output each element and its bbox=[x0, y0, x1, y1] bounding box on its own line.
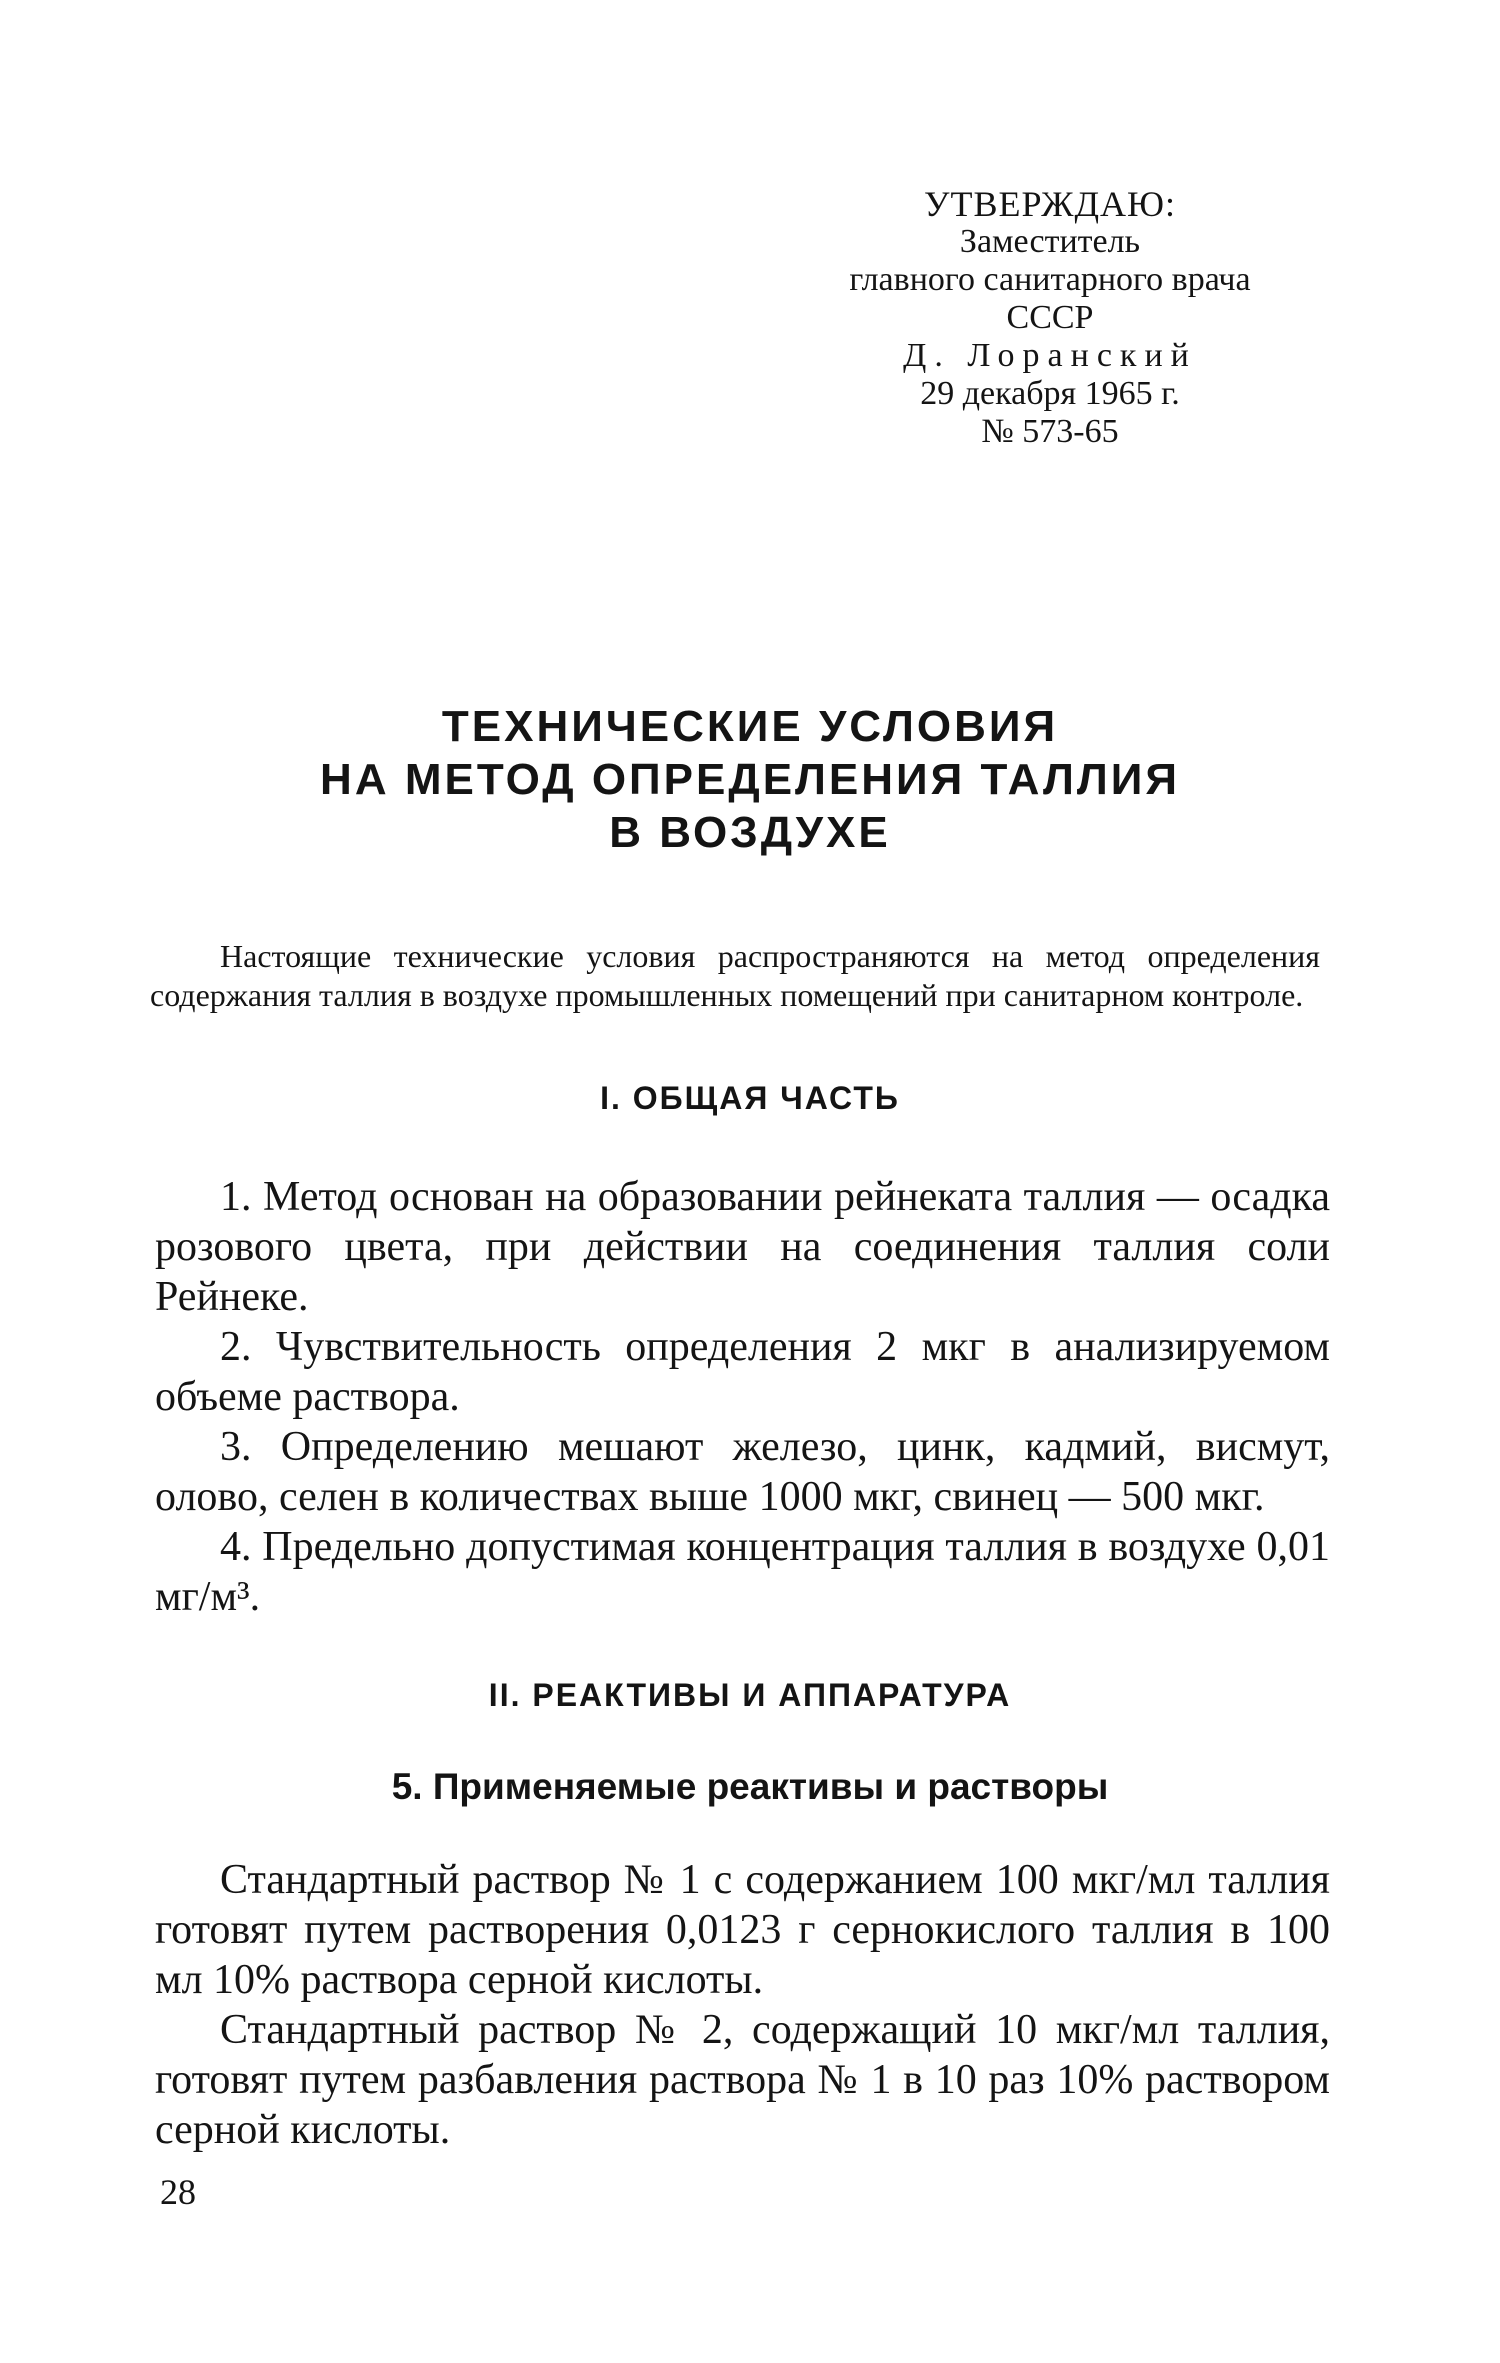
approval-heading: УТВЕРЖДАЮ: bbox=[923, 184, 1177, 224]
approval-number: № 573-65 bbox=[981, 413, 1119, 450]
intro-paragraph: Настоящие технические условия распространяются на метод определения содержания таллия в воздухе промышленных помещений при санитарном контроле. bbox=[150, 938, 1320, 1013]
subsection-5-heading: 5. Применяемые реактивы и растворы bbox=[391, 1766, 1109, 1807]
title-line3: В ВОЗДУХЕ bbox=[609, 808, 891, 857]
list-item-2: 2. Чувствительность определения 2 мкг в анализируемом объеме раствора. bbox=[155, 1324, 1330, 1420]
title-line1: ТЕХНИЧЕСКИЕ УСЛОВИЯ bbox=[441, 702, 1059, 751]
section-1-heading: I. ОБЩАЯ ЧАСТЬ bbox=[600, 1080, 900, 1116]
section-2-heading: II. РЕАКТИВЫ И АППАРАТУРА bbox=[488, 1677, 1012, 1713]
approval-position-line3: СССР bbox=[1006, 299, 1094, 336]
approval-signatory: Д. Лоранский bbox=[903, 337, 1197, 374]
list-item-3: 3. Определению мешают железо, цинк, кадмий, висмут, олово, селен в количествах выше 1000 мкг, свинец — 500 мкг. bbox=[155, 1424, 1330, 1520]
document-title bbox=[150, 700, 1350, 859]
section-2-body bbox=[155, 1855, 1330, 2155]
title-line2: НА МЕТОД ОПРЕДЕЛЕНИЯ ТАЛЛИЯ bbox=[320, 755, 1180, 804]
list-item-1: 1. Метод основан на образовании рейнеката таллия — осадка розового цвета, при действии на соединения таллия соли Рейнеке. bbox=[155, 1174, 1330, 1320]
list-item-4: 4. Предельно допустимая концентрация таллия в воздухе 0,01 мг/м³. bbox=[155, 1524, 1330, 1620]
page-number: 28 bbox=[160, 2172, 196, 2212]
approval-date: 29 декабря 1965 г. bbox=[920, 375, 1180, 412]
section-1-body bbox=[155, 1172, 1330, 1622]
paragraph-standard-solution-1: Стандартный раствор № 1 с содержанием 100 мкг/мл таллия готовят путем растворения 0,0123 г сернокислого таллия в 100 мл 10% раствора серной кислоты. bbox=[155, 1857, 1330, 2003]
approval-block bbox=[790, 185, 1310, 451]
approval-position-line2: главного санитарного врача bbox=[849, 261, 1251, 298]
approval-position-line1: Заместитель bbox=[959, 223, 1141, 260]
paragraph-standard-solution-2: Стандартный раствор № 2, содержащий 10 мкг/мл таллия, готовят путем разбавления раствора № 1 в 10 раз 10% раствором серной кислоты. bbox=[155, 2007, 1330, 2153]
